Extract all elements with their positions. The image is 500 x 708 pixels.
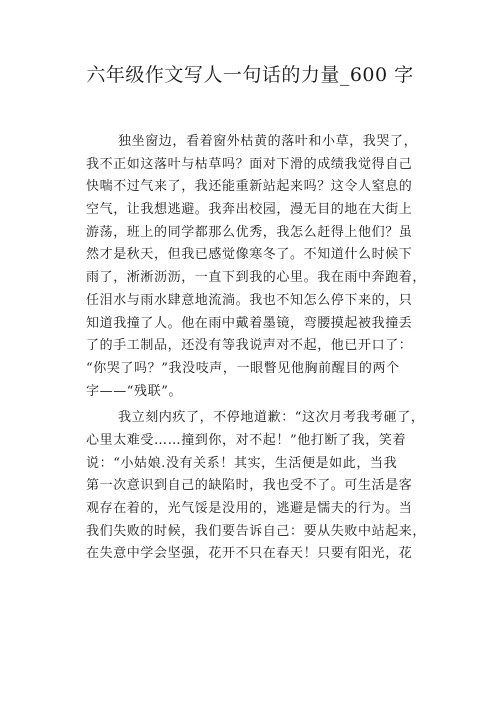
essay-body (86, 131, 426, 566)
paragraph-1 (86, 131, 426, 403)
text-line: 然才是秋天，但我已感觉像寒冬了。不知道什么时候下 (86, 247, 413, 263)
text-line: 在失意中学会坚强，花开不只在春天！只要有阳光，花 (86, 546, 413, 562)
text-line: 快喘不过气来了，我还能重新站起来吗？这令人窒息的 (86, 179, 413, 195)
text-line: 雨了，淅淅沥沥，一直下到我的心里。我在雨中奔跑着， (86, 270, 427, 286)
text-line: “你哭了吗？”我没吱声，一眼瞥见他胸前醒目的两个 (86, 360, 400, 376)
text-line: 空气，让我想逃避。我奔出校园，漫无目的地在大街上 (86, 202, 413, 218)
paragraph-2 (86, 407, 426, 566)
text-line: 游荡，班上的同学都那么优秀，我怎么赶得上他们？虽 (86, 224, 413, 240)
text-line: 我立刻内疚了，不停地道歉：“这次月考我考砸了， (118, 410, 425, 426)
text-line: 我们失败的时候，我们要告诉自己：要从失败中站起来， (86, 523, 427, 539)
text-line: 我不正如这落叶与枯草吗？面对下滑的成绩我觉得自己 (86, 156, 413, 172)
text-line: 观存在着的，光气馁是没用的，逃避是懦夫的行为。当 (86, 501, 413, 516)
text-line: 字——“残联”。 (86, 383, 183, 399)
text-line: 了的手工制品，还没有等我说声对不起，他已开口了： (86, 338, 413, 354)
text-line: 心里太难受……撞到你，对不起！”他打断了我，笑着 (86, 432, 407, 448)
text-line: 任泪水与雨水肆意地流淌。我也不知怎么停下来的，只 (86, 292, 413, 308)
text-line: 说：“小姑娘.没有关系！其实，生活便是如此，当我 (86, 455, 398, 471)
text-line: 第一次意识到自己的缺陷时，我也受不了。可生活是客 (86, 478, 413, 494)
text-line: 独坐窗边，看着窗外枯黄的落叶和小草，我哭了， (118, 134, 418, 149)
document-title: 六年级作文写人一句话的力量_600 字 (86, 64, 414, 86)
text-line: 知道我撞了人。他在雨中戴着墨镜，弯腰摸起被我撞丢 (86, 315, 413, 331)
